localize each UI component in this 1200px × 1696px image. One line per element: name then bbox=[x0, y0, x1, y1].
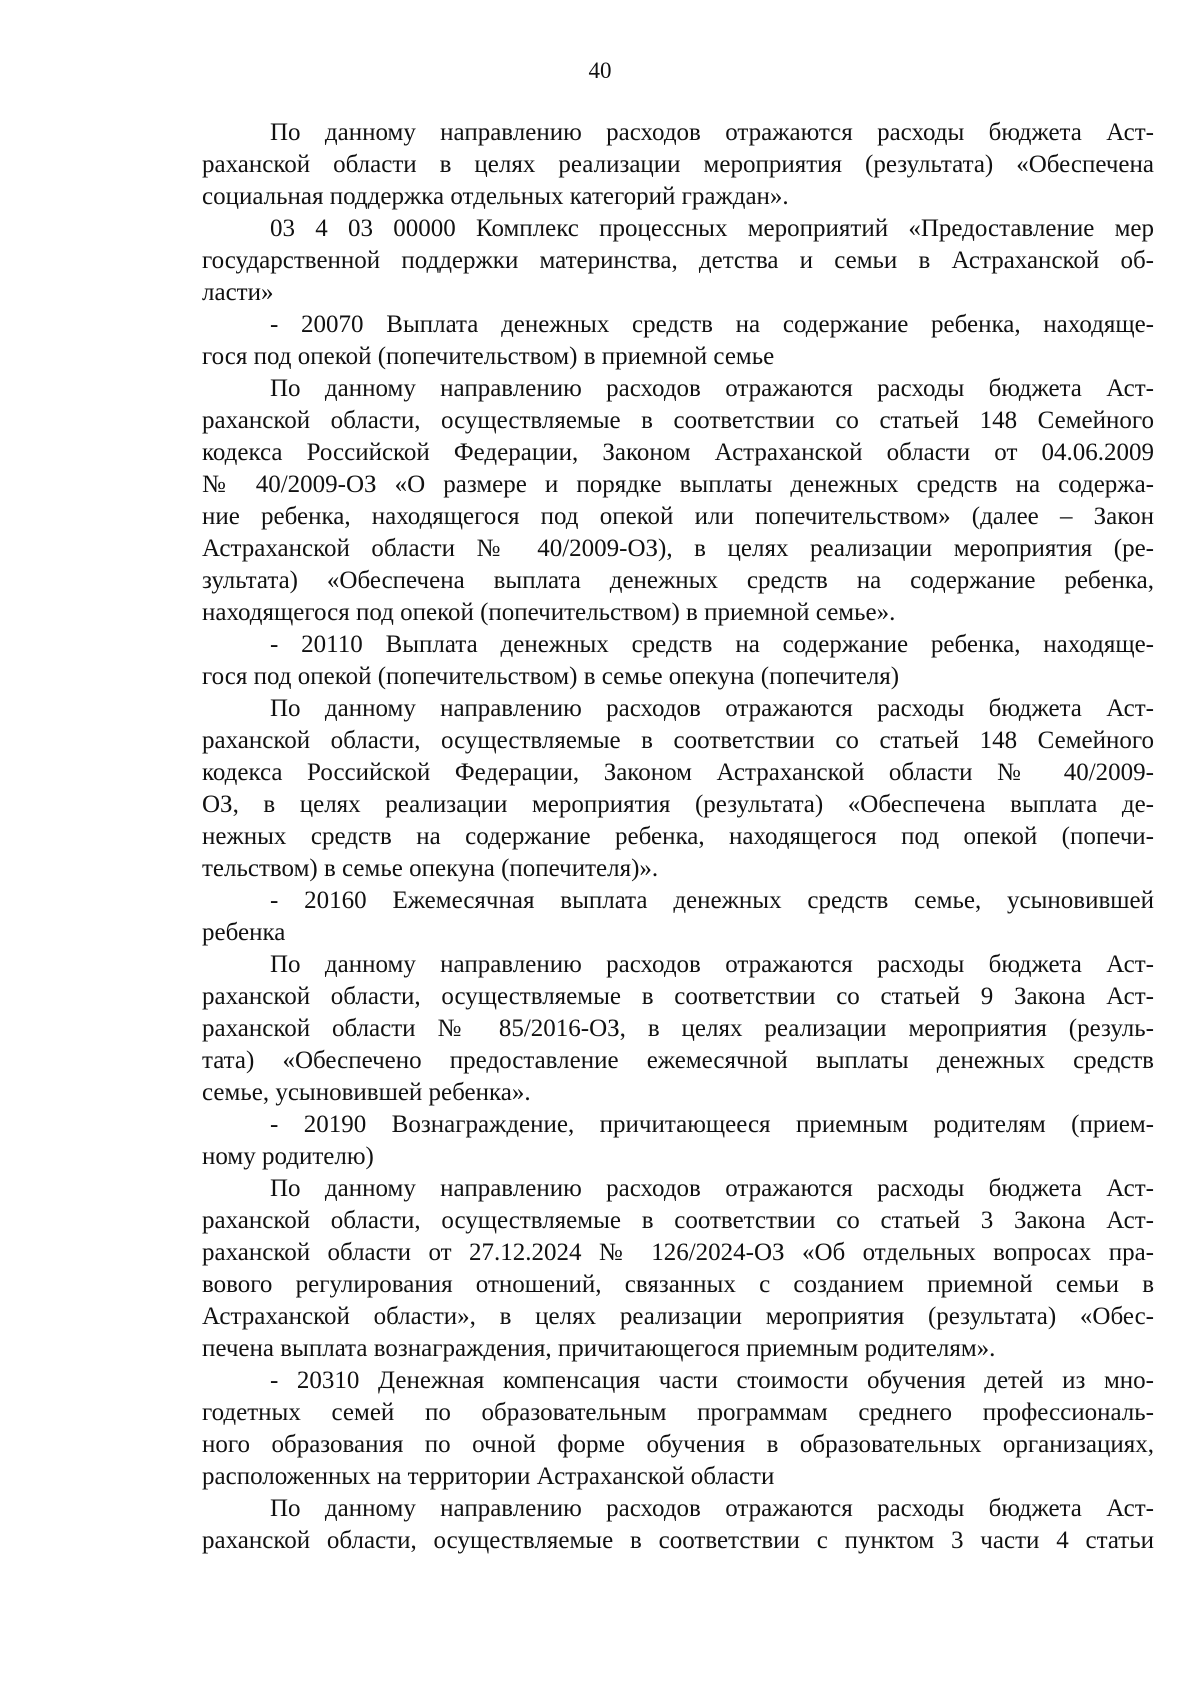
text-line: гося под опекой (попечительством) в семье опекуна (попечителя) bbox=[202, 663, 900, 690]
text-line: раханской области от 27.12.2024 № 126/2024-ОЗ «Об отдельных вопросах пра- bbox=[202, 1239, 1154, 1266]
text-line: находящегося под опекой (попечительством) в приемной семье». bbox=[202, 599, 896, 626]
text-line: - 20310 Денежная компенсация части стоимости обучения детей из мно- bbox=[270, 1367, 1154, 1394]
text-line: тельством) в семье опекуна (попечителя)». bbox=[202, 855, 659, 882]
text-line: кодекса Российской Федерации, Законом Астраханской области № 40/2009- bbox=[202, 759, 1154, 786]
text-line: вового регулирования отношений, связанных с созданием приемной семьи в bbox=[202, 1271, 1154, 1298]
text-line: По данному направлению расходов отражаются расходы бюджета Аст- bbox=[270, 951, 1154, 978]
text-line: Астраханской области № 40/2009-ОЗ), в целях реализации мероприятия (ре- bbox=[202, 535, 1154, 562]
text-line: печена выплата вознаграждения, причитающегося приемным родителям». bbox=[202, 1335, 996, 1362]
text-line: По данному направлению расходов отражаются расходы бюджета Аст- bbox=[270, 1495, 1154, 1522]
text-line: раханской области № 85/2016-ОЗ, в целях реализации мероприятия (резуль- bbox=[202, 1015, 1154, 1042]
text-line: 03 4 03 00000 Комплекс процессных мероприятий «Предоставление мер bbox=[270, 215, 1154, 242]
document-body bbox=[202, 117, 1154, 1557]
text-line: ние ребенка, находящегося под опекой или попечительством» (далее – Закон bbox=[202, 503, 1154, 530]
text-line: социальная поддержка отдельных категорий граждан». bbox=[202, 183, 789, 210]
text-line: - 20190 Вознаграждение, причитающееся приемным родителям (прием- bbox=[270, 1111, 1154, 1138]
text-line: расположенных на территории Астраханской области bbox=[202, 1463, 775, 1490]
text-line: кодекса Российской Федерации, Законом Астраханской области от 04.06.2009 bbox=[202, 439, 1154, 466]
text-line: раханской области, осуществляемые в соответствии с пунктом 3 части 4 статьи bbox=[202, 1527, 1154, 1554]
text-line: ласти» bbox=[202, 279, 274, 306]
text-line: государственной поддержки материнства, детства и семьи в Астраханской об- bbox=[202, 247, 1154, 274]
text-line: По данному направлению расходов отражаются расходы бюджета Аст- bbox=[270, 119, 1154, 146]
text-line: раханской области, осуществляемые в соответствии со статьей 3 Закона Аст- bbox=[202, 1207, 1154, 1234]
text-line: семье, усыновившей ребенка». bbox=[202, 1079, 531, 1106]
text-line: По данному направлению расходов отражаются расходы бюджета Аст- bbox=[270, 695, 1154, 722]
text-line: нежных средств на содержание ребенка, находящегося под опекой (попечи- bbox=[202, 823, 1154, 850]
text-line: раханской области, осуществляемые в соответствии со статьей 148 Семейного bbox=[202, 727, 1154, 754]
text-line: По данному направлению расходов отражаются расходы бюджета Аст- bbox=[270, 375, 1154, 402]
text-line: гося под опекой (попечительством) в приемной семье bbox=[202, 343, 775, 370]
text-line: № 40/2009-ОЗ «О размере и порядке выплаты денежных средств на содержа- bbox=[202, 471, 1154, 498]
text-line: годетных семей по образовательным программам среднего профессиональ- bbox=[202, 1399, 1154, 1426]
text-line: - 20110 Выплата денежных средств на содержание ребенка, находяще- bbox=[270, 631, 1154, 658]
text-line: тата) «Обеспечено предоставление ежемесячной выплаты денежных средств bbox=[202, 1047, 1154, 1074]
page-number: 40 bbox=[588, 58, 612, 83]
text-line: ного образования по очной форме обучения в образовательных организациях, bbox=[202, 1431, 1154, 1458]
text-line: По данному направлению расходов отражаются расходы бюджета Аст- bbox=[270, 1175, 1154, 1202]
text-line: ному родителю) bbox=[202, 1143, 374, 1170]
text-line: - 20070 Выплата денежных средств на содержание ребенка, находяще- bbox=[270, 311, 1154, 338]
text-line: раханской области, осуществляемые в соответствии со статьей 9 Закона Аст- bbox=[202, 983, 1154, 1010]
text-line: Астраханской области», в целях реализации мероприятия (результата) «Обес- bbox=[202, 1303, 1154, 1330]
text-line: ребенка bbox=[202, 919, 286, 946]
text-line: раханской области, осуществляемые в соответствии со статьей 148 Семейного bbox=[202, 407, 1154, 434]
text-line: ОЗ, в целях реализации мероприятия (результата) «Обеспечена выплата де- bbox=[202, 791, 1154, 818]
text-line: - 20160 Ежемесячная выплата денежных средств семье, усыновившей bbox=[270, 887, 1154, 914]
text-line: раханской области в целях реализации мероприятия (результата) «Обеспечена bbox=[202, 151, 1154, 178]
text-line: зультата) «Обеспечена выплата денежных средств на содержание ребенка, bbox=[202, 567, 1154, 594]
